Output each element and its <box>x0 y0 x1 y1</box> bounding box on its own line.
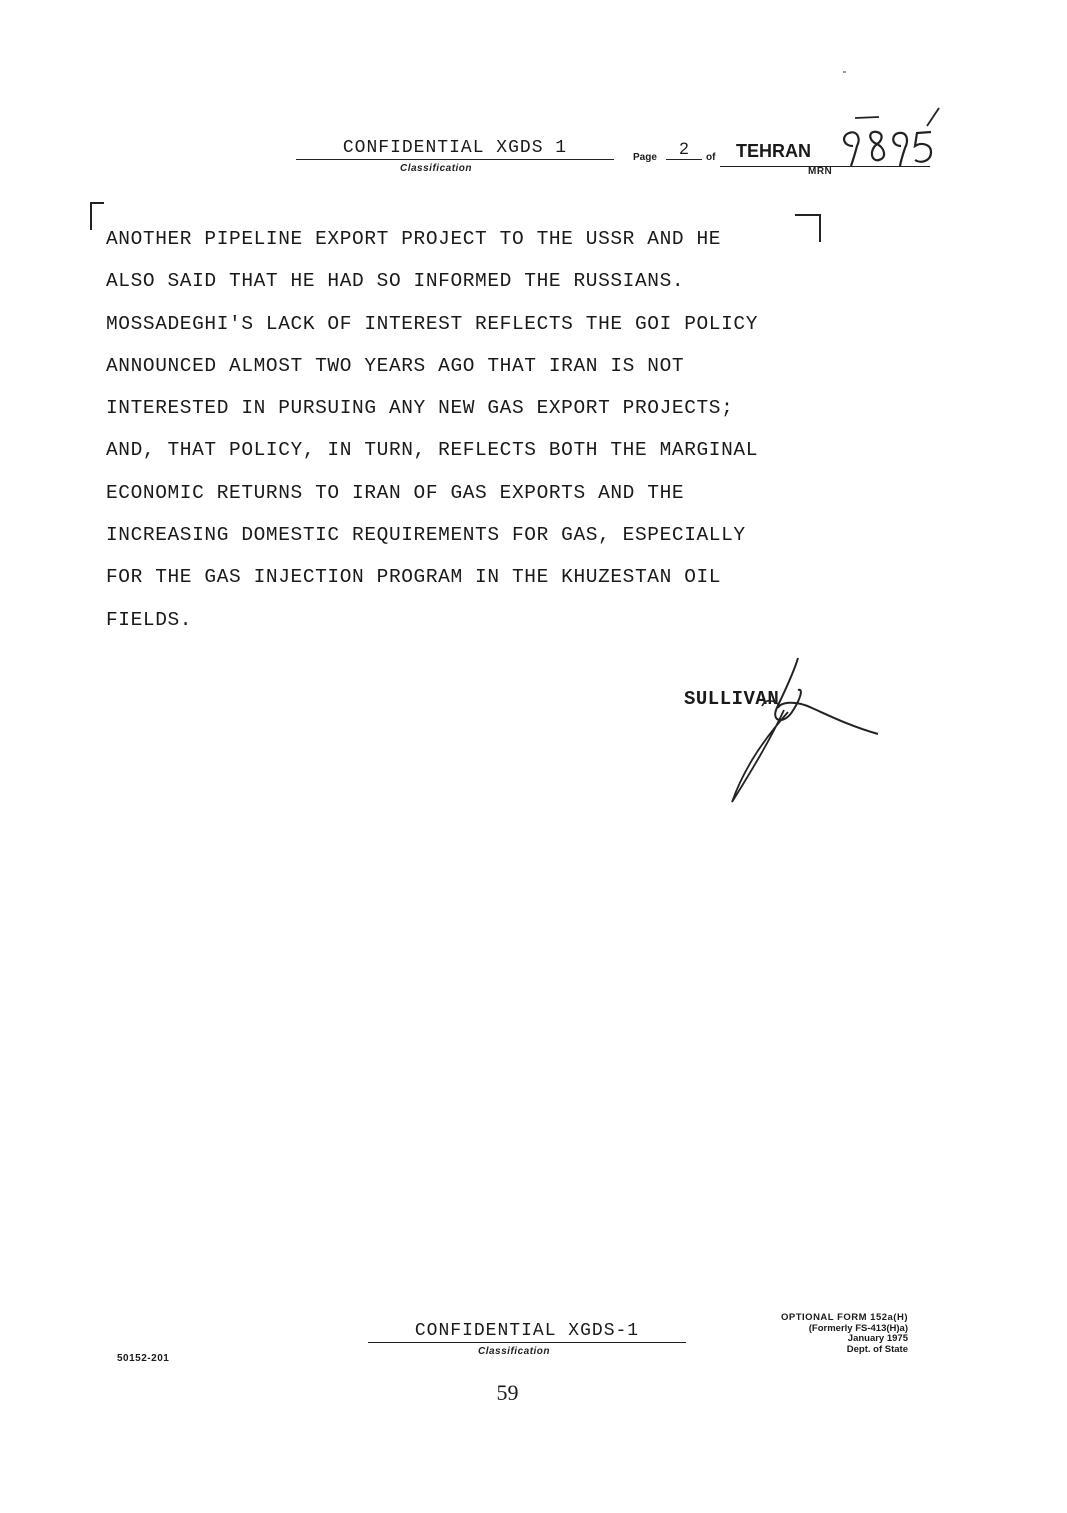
footer-classification: CONFIDENTIAL XGDS-1 <box>368 1320 686 1343</box>
body-line: ANNOUNCED ALMOST TWO YEARS AGO THAT IRAN IS NOT <box>106 354 685 377</box>
page-label: Page <box>633 152 657 163</box>
header-classification: CONFIDENTIAL XGDS 1 <box>296 137 614 160</box>
body-line: ALSO SAID THAT HE HAD SO INFORMED THE RUSSIANS. <box>106 270 685 293</box>
body-line: INTERESTED IN PURSUING ANY NEW GAS EXPORT PROJECTS; <box>106 397 734 420</box>
body-line: MOSSADEGHI'S LACK OF INTEREST REFLECTS THE GOI POLICY <box>106 312 759 335</box>
message-body <box>106 218 806 641</box>
optional-form-line: January 1975 <box>847 1333 908 1344</box>
optional-form-line: (Formerly FS-413(H)a) <box>808 1322 908 1334</box>
footer-classification-caption: Classification <box>478 1346 551 1357</box>
optional-form-line: Dept. of State <box>846 1343 908 1355</box>
handwritten-mrn-number <box>835 106 945 168</box>
header-classification-caption: Classification <box>400 163 473 174</box>
handwritten-signature <box>700 650 890 810</box>
body-line: AND, THAT POLICY, IN TURN, REFLECTS BOTH THE MARGINAL <box>106 439 759 462</box>
mrn-caption: MRN <box>808 166 833 177</box>
body-line: INCREASING DOMESTIC REQUIREMENTS FOR GAS, ESPECIALLY <box>106 524 746 547</box>
text-block-corner-mark-left <box>90 202 104 230</box>
optional-form-line: OPTIONAL FORM 152a(H) <box>781 1312 908 1323</box>
signer-name: SULLIVAN <box>684 688 780 710</box>
body-line: FOR THE GAS INJECTION PROGRAM IN THE KHUZESTAN OIL <box>106 566 722 589</box>
post-name: TEHRAN <box>736 141 811 161</box>
body-line: FIELDS. <box>106 608 193 631</box>
optional-form-block <box>712 1313 908 1355</box>
body-line: ANOTHER PIPELINE EXPORT PROJECT TO THE USSR AND HE <box>106 228 722 250</box>
of-label: of <box>706 152 716 163</box>
page-number: 2 <box>666 139 702 160</box>
form-code: 50152-201 <box>117 1353 170 1364</box>
page-footer-number: 59 <box>496 1380 519 1405</box>
body-line: ECONOMIC RETURNS TO IRAN OF GAS EXPORTS AND THE <box>106 481 685 504</box>
scan-speck <box>843 71 846 73</box>
